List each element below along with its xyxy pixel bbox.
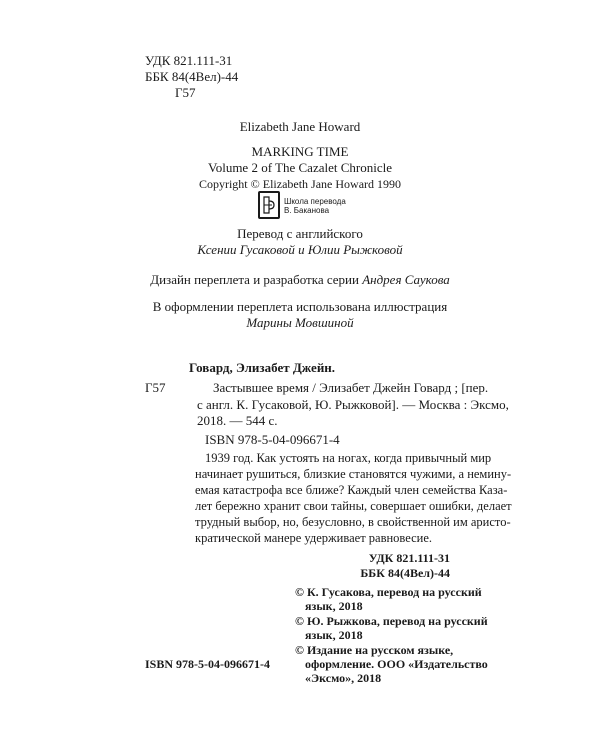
author-mark: Г57: [175, 85, 196, 100]
book-school-logo-icon: [258, 191, 280, 219]
catalog-mark: Г57: [145, 380, 166, 395]
annotation-line: трудный выбор, но, безусловно, в свойственной им аристо-: [195, 515, 511, 529]
catalog-heading: Говард, Элизабет Джейн.: [189, 360, 336, 375]
catalog-udk: УДК 821.111-31: [368, 551, 450, 565]
copyright-line: «Эксмо», 2018: [305, 671, 382, 685]
isbn-bottom: ISBN 978-5-04-096671-4: [145, 657, 270, 671]
bbk-code: ББК 84(4Вел)-44: [145, 69, 239, 84]
copyright-line: язык, 2018: [305, 599, 363, 613]
udk-code: УДК 821.111-31: [145, 53, 233, 68]
annotation-line: кратической манере удерживает равновесие.: [195, 531, 433, 545]
catalog-desc-line1: Застывшее время / Элизабет Джейн Говард ; [пер.: [213, 380, 489, 395]
copyright-line: язык, 2018: [305, 628, 363, 642]
logo-text-line2: В. Баканова: [284, 206, 330, 215]
original-copyright: Copyright © Elizabeth Jane Howard 1990: [198, 177, 402, 191]
translators: Ксении Гусаковой и Юлии Рыжковой: [197, 242, 403, 257]
translation-label: Перевод с английского: [237, 226, 363, 241]
original-author: Elizabeth Jane Howard: [239, 119, 361, 134]
illustrator-name: Марины Мовшиной: [246, 315, 354, 330]
original-series: Volume 2 of The Cazalet Chronicle: [208, 160, 392, 175]
annotation-line: емая катастрофа все ближе? Каждый член семейства Каза-: [195, 483, 508, 497]
logo-text-line1: Школа перевода: [284, 197, 346, 206]
annotation-line: начинает рушиться, близкие становятся чужими, а немину-: [195, 467, 512, 481]
design-label: Дизайн переплета и разработка серии: [150, 272, 359, 287]
illustration-label: В оформлении переплета использована иллюстрация: [152, 299, 448, 314]
copyright-line: © Ю. Рыжкова, перевод на русский: [295, 614, 488, 628]
catalog-bbk: ББК 84(4Вел)-44: [360, 566, 450, 580]
original-title: MARKING TIME: [251, 144, 349, 159]
annotation-line: 1939 год. Как устоять на ногах, когда привычный мир: [205, 451, 492, 465]
annotation-line: лет бережно хранит свои тайны, совершает ошибки, делает: [195, 499, 512, 513]
designer-name: Андрея Саукова: [362, 272, 450, 287]
copyright-line: © К. Гусакова, перевод на русский: [295, 585, 482, 599]
copyright-line: оформление. ООО «Издательство: [305, 657, 488, 671]
translation-school-logo: [258, 191, 350, 221]
catalog-desc-line2: с англ. К. Гусаковой, Ю. Рыжковой]. — Москва : Эксмо,: [197, 397, 509, 412]
catalog-isbn: ISBN 978-5-04-096671-4: [205, 432, 340, 447]
design-line: [0, 272, 600, 288]
copyright-line: © Издание на русском языке,: [295, 643, 454, 657]
catalog-desc-line3: 2018. — 544 с.: [197, 413, 278, 428]
